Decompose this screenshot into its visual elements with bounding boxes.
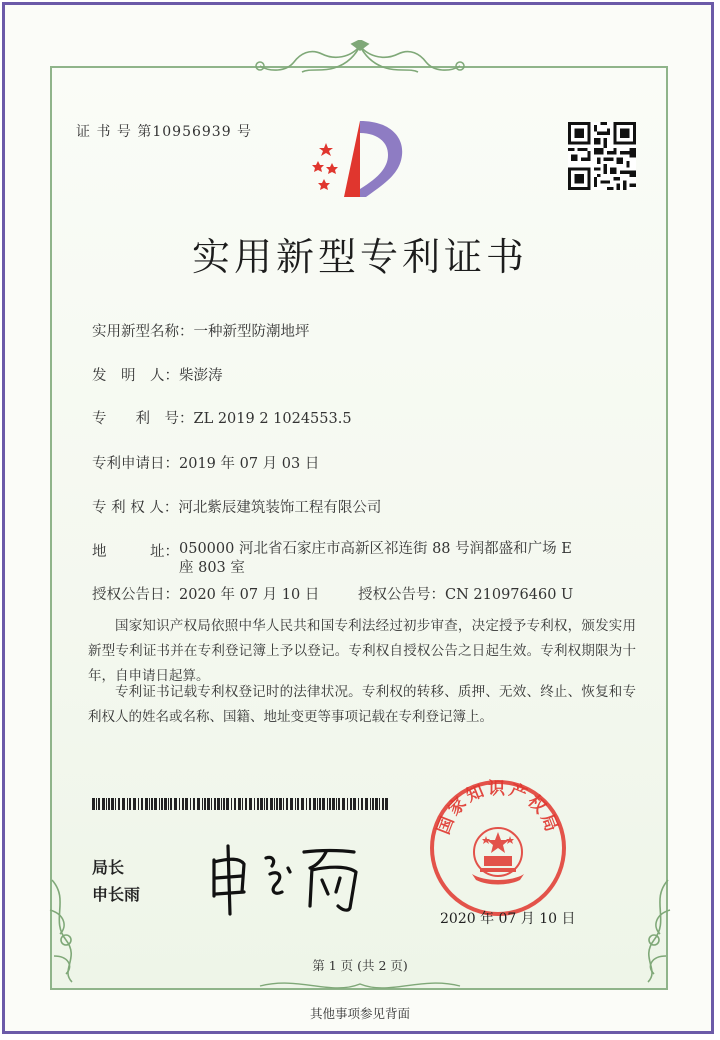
director-title: 局长 [92, 858, 125, 877]
page-number: 第 1 页 (共 2 页) [312, 958, 408, 973]
seal-date: 2020 年 07 月 10 日 [440, 911, 576, 927]
bottom-ornament [250, 972, 470, 998]
application-date-value: 2019 年 07 月 03 日 [179, 456, 320, 472]
patentee-label: 专 利 权 人： [92, 500, 179, 516]
footer-note: 其他事项参见背面 [309, 1006, 410, 1021]
grant-date-value: 2020 年 07 月 10 日 [179, 587, 320, 603]
statement-paragraph-2 [88, 680, 636, 730]
grant-number-label: 授权公告号： [358, 587, 445, 603]
official-seal-icon [428, 778, 568, 918]
handwritten-signature-icon [200, 838, 370, 918]
address-value [179, 540, 572, 578]
address-line-2: 座 803 室 [179, 560, 245, 576]
address-line-1: 050000 河北省石家庄市高新区祁连街 88 号润都盛和广场 E [179, 541, 572, 557]
grant-date-row [92, 583, 319, 604]
barcode-icon [92, 798, 390, 810]
utility-model-name-label: 实用新型名称： [92, 324, 194, 340]
qr-code-icon [568, 122, 636, 190]
statement-paragraph-1 [88, 614, 636, 689]
inventor-row [92, 364, 223, 385]
document-title: 实用新型专利证书 [191, 235, 528, 279]
patentee-value: 河北紫辰建筑装饰工程有限公司 [178, 500, 382, 516]
grant-date-label: 授权公告日： [92, 587, 179, 603]
patent-number-label: 专 利 号： [92, 411, 194, 427]
application-date-label: 专利申请日： [92, 456, 179, 472]
patent-number-value: ZL 2019 2 1024553.5 [193, 411, 352, 427]
statement-text-1: 国家知识产权局依照中华人民共和国专利法经过初步审查，决定授予专利权，颁发实用新型专利证书并在专利登记簿上予以登记。专利权自授权公告之日起生效。专利权期限为十年，自申请日起算。 [88, 618, 636, 684]
inventor-value: 柴澎涛 [179, 368, 223, 384]
patentee-row [92, 496, 381, 517]
grant-number-row [358, 583, 573, 604]
certificate-number: 证 书 号 第10956939 号 [76, 124, 253, 140]
utility-model-name-row [92, 320, 310, 341]
top-ornament [230, 40, 490, 80]
address-label: 地 址： [92, 544, 179, 560]
director-name: 申长雨 [92, 885, 141, 904]
statement-text-2: 专利证书记载专利权登记时的法律状况。专利权的转移、质押、无效、终止、恢复和专利权人的姓名或名称、国籍、地址变更等事项记载在专利登记簿上。 [88, 684, 636, 725]
grant-number-value: CN 210976460 U [445, 587, 574, 603]
inventor-label: 发 明 人： [92, 368, 179, 384]
application-date-row [92, 452, 319, 473]
address-row [92, 540, 572, 578]
utility-model-name-value: 一种新型防潮地坪 [193, 324, 310, 340]
seal-text: 国家知识产权局 [433, 779, 563, 838]
patent-number-row [92, 407, 352, 428]
cnipa-logo-icon [304, 115, 414, 205]
